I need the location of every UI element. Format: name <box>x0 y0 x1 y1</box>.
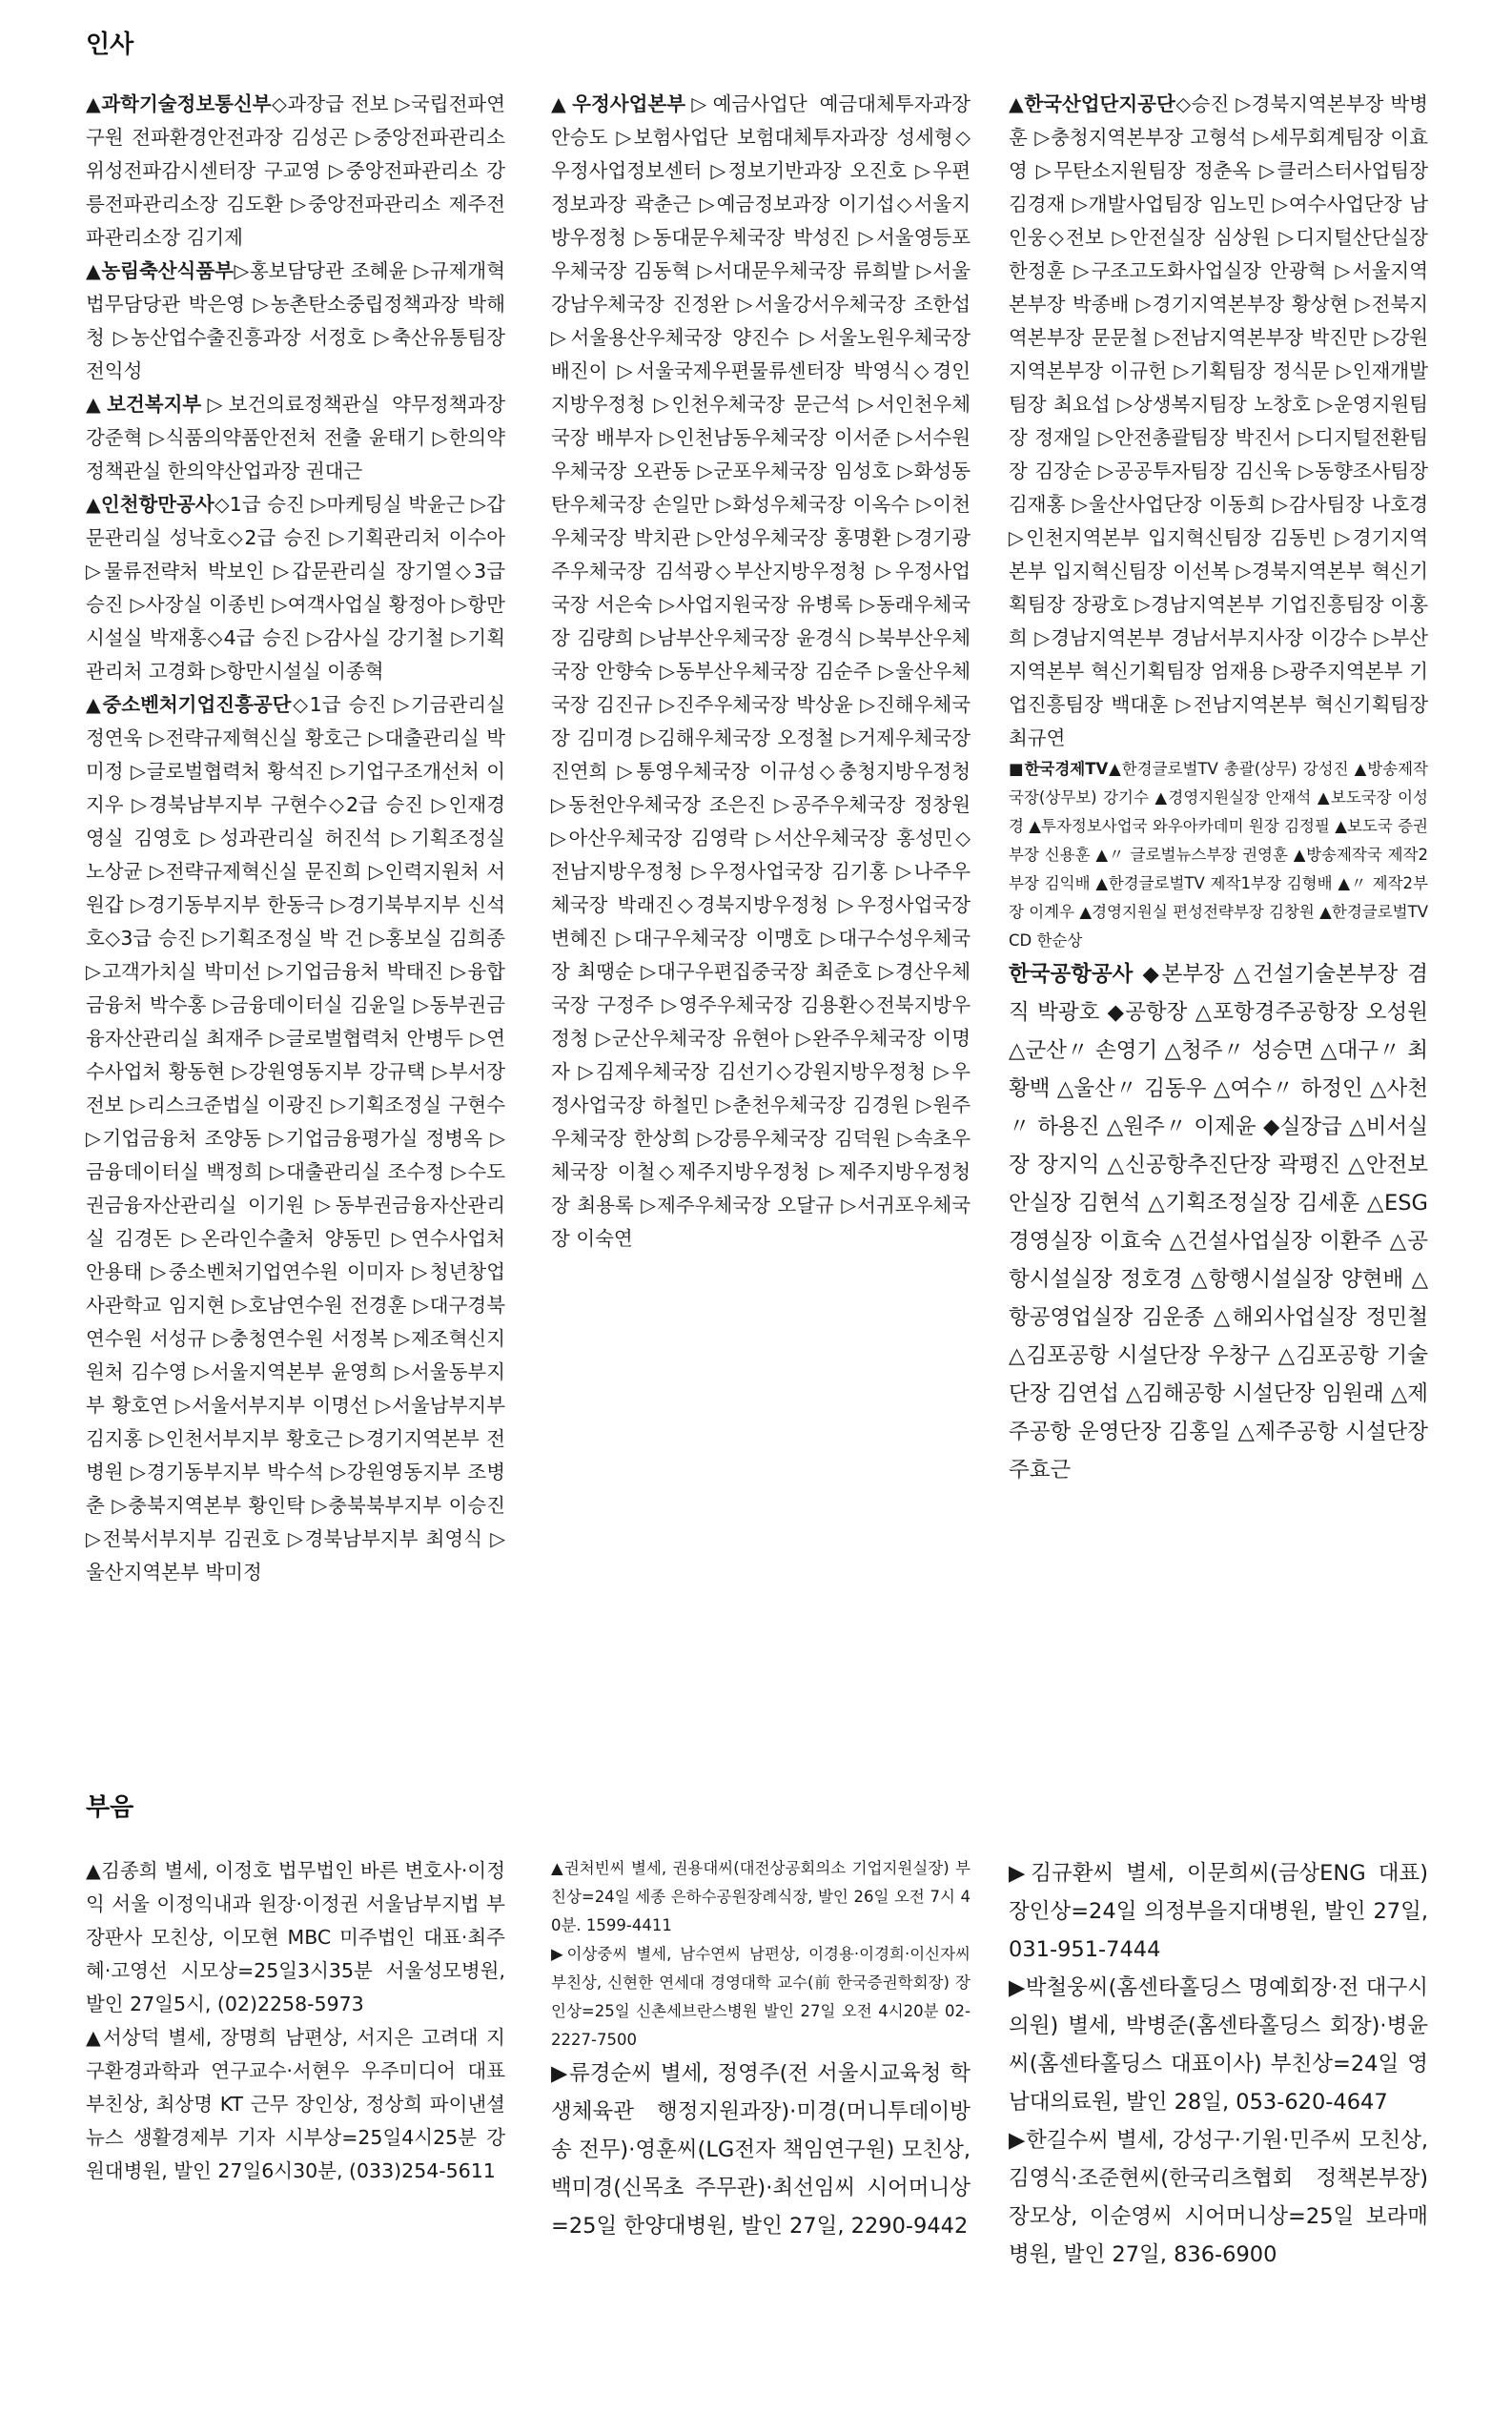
personnel-entry <box>86 488 505 688</box>
personnel-entry <box>1009 755 1428 955</box>
entry-text: ▷홍보담당관 조혜윤 ▷규제개혁법무담당관 박은영 ▷농촌탄소중립정책과장 박해청 ▷농산업수출진흥과장 서정호 ▷축산유통팀장 전익성 <box>86 259 505 382</box>
entry-text: ▷보건의료정책관실 약무정책과장 강준혁 ▷식품의약품안전처 전출 윤태기 ▷한의약정책관실 한의약산업과장 권대근 <box>86 393 505 482</box>
entry-text: ▷예금사업단 예금대체투자과장 안승도 ▷보험사업단 보험대체투자과장 성세형◇우정사업정보센터 ▷정보기반과장 오진호 ▷우편정보과장 곽춘근 ▷예금정보과장 이기섭◇서울지방우정청 ▷동대문우체국장 박성진 ▷서울영등포우체국장 김동혁 ▷서대문우체국장 류희발 ▷서울강남우체국장 진정완 ▷서울강서우체국장 조한섭 ▷서울용산우체국장 양진수 ▷서울노원우체국장 배진이 ▷서울국제우편물류센터장 박영식◇경인지방우정청 ▷인천우체국장 문근석 ▷서인천우체국장 배부자 ▷인천남동우체국장 이서준 ▷서수원우체국장 오관동 ▷군포우체국장 임성호 ▷화성동탄우체국장 손일만 ▷화성우체국장 이옥수 ▷이천우체국장 박치관 ▷안성우체국장 홍명환 ▷경기광주우체국장 김석광◇부산지방우정청 ▷우정사업국장 서은숙 ▷사업지원국장 유병록 ▷동래우체국장 김량희 ▷남부산우체국장 윤경식 ▷북부산우체국장 안향숙 ▷동부산우체국장 김순주 ▷울산우체국장 김진규 ▷진주우체국장 박상윤 ▷진해우체국장 김미경 ▷김해우체국장 오정철 ▷거제우체국장 진연희 ▷통영우체국장 이규성◇충청지방우정청 ▷동천안우체국장 조은진 ▷공주우체국장 정창원 ▷아산우체국장 김영락 ▷서산우체국장 홍성민◇전남지방우정청 ▷우정사업국장 김기홍 ▷나주우체국장 박래진◇경북지방우정청 ▷우정사업국장 변혜진 ▷대구우체국장 이맹호 ▷대구수성우체국장 최땡순 ▷대구우편집중국장 최준호 ▷경산우체국장 구정주 ▷영주우체국장 김용환◇전북지방우정청 ▷군산우체국장 유현아 ▷완주우체국장 이명자 ▷김제우체국장 김선기◇강원지방우정청 ▷우정사업국장 하철민 ▷춘천우체국장 김경원 ▷원주우체국장 한상희 ▷강릉우체국장 김덕원 ▷속초우체국장 이철◇제주지방우정청 ▷제주지방우정청장 최용록 ▷제주우체국장 오달규 ▷서귀포우체국장 이숙연 <box>551 92 971 1250</box>
org-name: ■한국경제TV <box>1009 760 1109 778</box>
entry-text: ◆본부장 △건설기술본부장 겸직 박광호 ◆공항장 △포항경주공항장 오성원 △군산〃 손영기 △청주〃 성승면 △대구〃 최황백 △울산〃 김동우 △여수〃 하정인 △사천〃 하용진 △원주〃 이제윤 ◆실장급 △비서실장 장지익 △신공항추진단장 곽평진 △안전보안실장 김현석 △기획조정실장 김세훈 △ESG경영실장 이효숙 △건설사업실장 이환주 △공항시설실장 정호경 △항행시설실장 양현배 △항공영업실장 김운종 △해외사업실장 정민철 △김포공항 시설단장 우창구 △김포공항 기술단장 김연섭 △김해공항 시설단장 임원래 △제주공항 운영단장 김홍일 △제주공항 시설단장 주효근 <box>1009 962 1428 1483</box>
entry-text: ◇1급 승진 ▷마케팅실 박윤근 ▷갑문관리실 성낙호◇2급 승진 ▷기획관리처 이수아 ▷물류전략처 박보인 ▷갑문관리실 장기열◇3급 승진 ▷사장실 이종빈 ▷여객사업실 황정아 ▷항만시설실 박재홍◇4급 승진 ▷감사실 강기철 ▷기획관리처 고경화 ▷항만시설실 이종혁 <box>86 493 505 683</box>
personnel-column-2 <box>551 88 971 1422</box>
personnel-column-3 <box>1009 88 1428 1804</box>
obituary-entry: ▶김규환씨 별세, 이문희씨(금상ENG 대표) 장인상=24일 의정부을지대병원, 발인 27일, 031-951-7444 <box>1009 1861 1428 1962</box>
obituary-entry: ▶한길수씨 별세, 강성구·기원·민주씨 모친상, 김영식·조준현씨(한국리츠협회 정책본부장) 장모상, 이순영씨 시어머니상=25일 보라매병원, 발인 27일, 836-6900 <box>1009 2128 1428 2267</box>
obituary-entry: ▶류경순씨 별세, 정영주(전 서울시교육청 학생체육관 행정지원과장)·미경(머니투데이방송 전무)·영훈씨(LG전자 책임연구원) 모친상, 백미경(신목초 주무관)·최선임씨 시어머니상=25일 한양대병원, 발인 27일, 2290-9442 <box>551 2061 971 2239</box>
obituary-entry: ▲김종희 별세, 이정호 법무법인 바른 변호사·이정익 서울 이정익내과 원장·이정권 서울남부지법 부장판사 모친상, 이모현 MBC 미주법인 대표·최주혜·고영선 시모상=25일3시35분 서울성모병원, 발인 27일5시, (02)2258-5973 <box>86 1859 505 2015</box>
personnel-entry <box>86 388 505 488</box>
personnel-entry <box>86 688 505 1589</box>
personnel-entry <box>1009 955 1428 1489</box>
personnel-section-title: 인사 <box>86 31 134 59</box>
org-name: ▲농림축산식품부 <box>86 259 234 282</box>
obituary-entry: ▶박철웅씨(홈센타홀딩스 명예회장·전 대구시의원) 별세, 박병준(홈센타홀딩스 회장)·병윤씨(홈센타홀딩스 대표이사) 부친상=24일 영남대의료원, 발인 28일, 053-620-4647 <box>1009 1975 1428 2115</box>
entry-text: ◇과장급 전보 ▷국립전파연구원 전파환경안전과장 김성곤 ▷중앙전파관리소 위성전파감시센터장 구교영 ▷중앙전파관리소 강릉전파관리소장 김도환 ▷중앙전파관리소 제주전파관리소장 김기제 <box>86 92 505 249</box>
org-name: ▲인천항만공사 <box>86 493 215 516</box>
org-name: ▲중소벤처기업진흥공단 <box>86 693 292 716</box>
obituary-entry: ▶이상중씨 별세, 남수연씨 남편상, 이경용·이경희·이신자씨 부친상, 신현한 연세대 경영대학 교수(前 한국증권학회장) 장인상=25일 신촌세브란스병원 발인 27일 오전 4시20분 02-2227-7500 <box>551 1945 971 2049</box>
personnel-entry <box>86 88 505 255</box>
obituary-section-title: 부음 <box>86 1793 134 1822</box>
personnel-entry <box>1009 88 1428 755</box>
org-name: ▲과학기술정보통신부 <box>86 92 272 115</box>
org-name: ▲우정사업본부 <box>551 92 686 115</box>
org-name: ▲보건복지부 <box>86 393 202 416</box>
obituary-entry: ▲권처빈씨 별세, 권용대씨(대전상공회의소 기업지원실장) 부친상=24일 세종 은하수공원장례식장, 발인 26일 오전 7시 40분. 1599-4411 <box>551 1859 971 1934</box>
personnel-column-1 <box>86 88 505 1708</box>
obituary-entry: ▲서상덕 별세, 장명희 남편상, 서지은 고려대 지구환경과학과 연구교수·서현우 우주미디어 대표 부친상, 최상명 KT 근무 장인상, 정상희 파이낸셜뉴스 생활경제부 기자 시부상=25일4시25분 강원대병원, 발인 27일6시30분, (033)254-5611 <box>86 2026 505 2182</box>
obituary-column-1 <box>86 1854 505 2388</box>
personnel-entry <box>86 255 505 388</box>
personnel-entry <box>551 88 971 1256</box>
entry-text: ▲한경글로벌TV 총괄(상무) 강성진 ▲방송제작국장(상무보) 강기수 ▲경영지원실장 안재석 ▲보도국장 이성경 ▲투자정보사업국 와우아카데미 원장 김정필 ▲보도국 증권부장 신용훈 ▲〃 글로벌뉴스부장 권영훈 ▲방송제작국 제작2부장 김익배 ▲한경글로벌TV 제작1부장 김형배 ▲〃 제작2부장 이계우 ▲경영지원실 편성전략부장 김창원 ▲한경글로벌TV CD 한순상 <box>1009 760 1428 950</box>
org-name: 한국공항공사 <box>1009 962 1134 987</box>
entry-text: ◇승진 ▷경북지역본부장 박병훈 ▷충청지역본부장 고형석 ▷세무회계팀장 이효영 ▷무탄소지원팀장 정춘옥 ▷클러스터사업팀장 김경재 ▷개발사업팀장 임노민 ▷여수사업단장 남인웅◇전보 ▷안전실장 심상원 ▷디지털산단실장 한정훈 ▷구조고도화사업실장 안광혁 ▷서울지역본부장 박종배 ▷경기지역본부장 황상현 ▷전북지역본부장 문문철 ▷전남지역본부장 박진만 ▷강원지역본부장 이규헌 ▷기획팀장 정식문 ▷인재개발팀장 최요섭 ▷상생복지팀장 노창호 ▷운영지원팀장 정재일 ▷안전총괄팀장 박진서 ▷디지털전환팀장 김장순 ▷공공투자팀장 김신욱 ▷동향조사팀장 김재홍 ▷울산사업단장 이동희 ▷감사팀장 나호경 ▷인천지역본부 입지혁신팀장 김동빈 ▷경기지역본부 입지혁신팀장 이선복 ▷경북지역본부 혁신기획팀장 장광호 ▷경남지역본부 기업진흥팀장 이홍희 ▷경남지역본부 경남서부지사장 이강수 ▷부산지역본부 혁신기획팀장 엄재용 ▷광주지역본부 기업진흥팀장 백대훈 ▷전남지역본부 혁신기획팀장 최규연 <box>1009 92 1428 749</box>
obituary-column-3 <box>1009 1854 1428 2388</box>
entry-text: ◇1급 승진 ▷기금관리실 정연욱 ▷전략규제혁신실 황호근 ▷대출관리실 박미정 ▷글로벌협력처 황석진 ▷기업구조개선처 이지우 ▷경북남부지부 구현수◇2급 승진 ▷인재경영실 김영호 ▷성과관리실 허진석 ▷기획조정실 노상균 ▷전략규제혁신실 문진희 ▷인력지원처 서원갑 ▷경기동부지부 한동극 ▷경기북부지부 신석호◇3급 승진 ▷기획조정실 박 건 ▷홍보실 김희종 ▷고객가치실 박미선 ▷기업금융처 박태진 ▷융합금융처 박수홍 ▷금융데이터실 김윤일 ▷동부권금융자산관리실 최재주 ▷글로벌협력처 안병두 ▷연수사업처 황동현 ▷강원영동지부 강규택 ▷부서장 전보 ▷리스크준법실 이광진 ▷기획조정실 구현수 ▷기업금융처 조양동 ▷기업금융평가실 정병옥 ▷금융데이터실 백정희 ▷대출관리실 조수정 ▷수도권금융자산관리실 이기원 ▷동부권금융자산관리실 김경돈 ▷온라인수출처 양동민 ▷연수사업처 안용태 ▷중소벤처기업연수원 이미자 ▷청년창업사관학교 임지현 ▷호남연수원 전경훈 ▷대구경북연수원 서성규 ▷충청연수원 서정복 ▷제조혁신지원처 김수영 ▷서울지역본부 윤영희 ▷서울동부지부 황호연 ▷서울서부지부 이명선 ▷서울남부지부 김지홍 ▷인천서부지부 황호근 ▷경기지역본부 전병원 ▷경기동부지부 박수석 ▷강원영동지부 조병춘 ▷충북지역본부 황인탁 ▷충북북부지부 이승진 ▷전북서부지부 김권호 ▷경북남부지부 최영식 ▷울산지역본부 박미정 <box>86 693 505 1584</box>
obituary-column-2 <box>551 1854 971 2388</box>
org-name: ▲한국산업단지공단 <box>1009 92 1175 115</box>
